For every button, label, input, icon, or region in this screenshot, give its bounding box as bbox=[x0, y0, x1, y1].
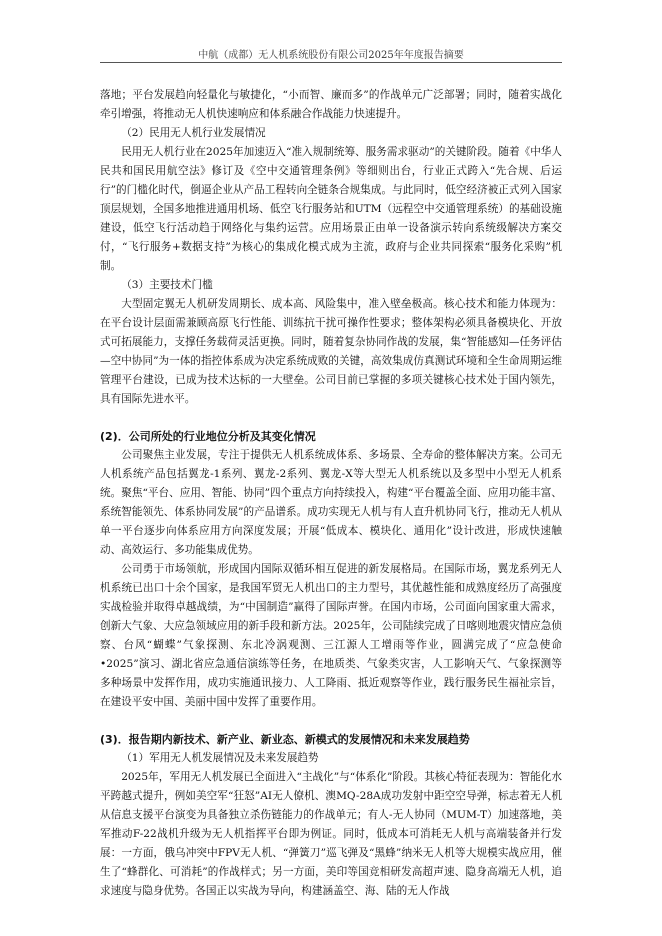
new-tech-heading: (3)．报告期内新技术、新产业、新业态、新模式的发展情况和未来发展趋势 bbox=[100, 733, 470, 746]
tech-barrier-paragraph: 大型固定翼无人机研发周期长、成本高、风险集中，准入壁垒极高。核心技术和能力体现为：在平台设计层面需兼顾高原飞行性能、训练抗干扰可操作性要求；整体架构必须具备模块化、开放式可拓展能力，支撑任务载荷灵活更换。同时，随着复杂协同作战的发展，集“智能感知—任务评估—空中协同”为一体的指控体系成为决定系统成败的关键，高效集成仿真测试环境和全生命周期运维管理平台建设，已成为技术达标的一大壁垒。公司目前已掌握的多项关键核心技术处于国内领先，具有国际先进水平。 bbox=[100, 298, 562, 405]
header-divider bbox=[100, 62, 562, 63]
military-uav-subheading: （1）军用无人机发展情况及未来发展趋势 bbox=[121, 752, 319, 764]
military-uav-paragraph: 2025年，军用无人机发展已全面进入“主战化”与“体系化”阶段。其核心特征表现为：智能化水平跨越式提升，例如美空军“狂怒”AI无人僚机、澳MQ-28A成功发射中距空空导弹，标志着无人机从信息支援平台演变为具备独立杀伤链能力的作战单元；有人-无人协同（MUM-T）加速落地，美军推动F-22战机升级为无人机指挥平台即为例证。同时，低成本可消耗无人机与高端装备并行发展：一方面，俄乌冲突中FPV无人机、“弹簧刀”巡飞弹及“黑蜂”纳米无人机等大规模实战应用，催生了“蜂群化、可消耗”的作战样式；另一方面，美印等国竞相研发高超声速、隐身高端无人机，追求速度与隐身优势。各国正以实战为导向，构建涵盖空、海、陆的无人作战 bbox=[100, 771, 562, 897]
spacer bbox=[100, 712, 562, 730]
industry-position-paragraph-2: 公司勇于市场领航，形成国内国际双循环相互促进的新发展格局。在国际市场，翼龙系列无人机系统已出口十余个国家，是我国军贸无人机出口的主力型号，其优越性能和成熟度经历了高强度实战检验并取得卓越战绩，为“中国制造”赢得了国际声誉。在国内市场，公司面向国家重大需求，创新大气象、大应急领域应用的新手段和新方法。2025年，公司陆续完成了日喀则地震灾情应急侦察、台风“蝴蝶”气象探测、东北冷涡观测、三江源人工增雨等作业，圆满完成了“应急使命•2025”演习、湖北省应急通信演练等任务，在地质类、气象类灾害，人工影响天气、气象探测等多种场景中发挥作用，成功实施通讯接力、人工降雨、抵近观察等作业，践行服务民生福祉宗旨，在建设平安中国、美丽中国中发挥了重要作用。 bbox=[100, 563, 562, 708]
industry-position-paragraph-1: 公司聚焦主业发展，专注于提供无人机系统成体系、多场景、全寿命的整体解决方案。公司无人机系统产品包括翼龙-1系列、翼龙-2系列、翼龙-X等大型无人机系统以及多型中小型无人机系统。聚焦“平台、应用、智能、协同”四个重点方向持续投入，构建“平台覆盖全面、应用功能丰富、系统智能领先、体系协同发展”的产品谱系。成功实现无人机与有人直升机协同飞行，推动无人机从单一平台逐步向体系应用方向深度发展；开展“低成本、模块化、通用化”设计改进，形成快速触动、高效运行、多功能集成优势。 bbox=[100, 449, 562, 556]
document-body bbox=[100, 86, 562, 901]
industry-position-heading: (2)．公司所处的行业地位分析及其变化情况 bbox=[100, 430, 316, 443]
civil-uav-subheading: （2）民用无人机行业发展情况 bbox=[121, 127, 266, 139]
tech-barrier-subheading: （3）主要技术门槛 bbox=[121, 279, 213, 291]
page-header: 中航（成都）无人机系统股份有限公司2025年年度报告摘要 bbox=[198, 50, 464, 61]
civil-uav-paragraph: 民用无人机行业在2025年加速迈入“准入规制统筹、服务需求驱动”的关键阶段。随着《中华人民共和国民用航空法》修订及《空中交通管理条例》等细则出台，行业正式跨入“先合规、后运行”的门槛化时代，倒逼企业从产品工程转向全链条合规集成。与此同时，低空经济被正式列入国家顶层规划，全国多地推进通用机场、低空飞行服务站和UTM（远程空中交通管理系统）的基础设施建设，低空飞行活动趋于网络化与集约运营。应用场景正由单一设备演示转向系统级解决方案交付，“飞行服务+数据支持”为核心的集成化模式成为主流，政府与企业共同探索“服务化采购”机制。 bbox=[100, 146, 562, 272]
spacer bbox=[100, 409, 562, 427]
intro-paragraph: 落地；平台发展趋向轻量化与敏捷化，“小而智、廉而多”的作战单元广泛部署；同时，随着实战化牵引增强，将推动无人机快速响应和体系融合作战能力快速提升。 bbox=[100, 89, 562, 120]
